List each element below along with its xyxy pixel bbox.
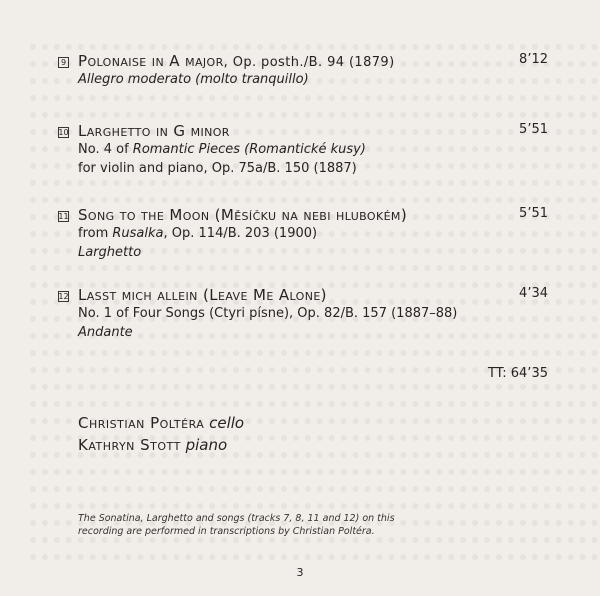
track-detail-text: Allegro moderato (molto tranquillo) [78, 72, 309, 87]
track-number: 9 [58, 57, 69, 68]
performer-instrument: piano [185, 436, 228, 454]
ghost-line [30, 401, 600, 408]
ghost-line [30, 265, 600, 272]
track-title [78, 206, 407, 224]
track-detail-line [58, 243, 548, 262]
track-detail-text: Romantic Pieces (Romantické kusy) [132, 142, 366, 157]
track-heading [58, 206, 548, 224]
track-title [78, 52, 395, 70]
track-duration: 5’51 [519, 206, 548, 221]
track-title-main: Larghetto in G minor [78, 122, 230, 140]
performer-name: Kathryn Stott [78, 436, 181, 454]
track-number: 11 [58, 212, 69, 221]
ghost-line [30, 469, 600, 476]
track-detail-line [58, 70, 548, 89]
track-detail-text: No. 4 of [78, 142, 133, 157]
track-detail-line [58, 323, 548, 342]
total-time: TT: 64’35 [488, 366, 548, 381]
track-duration: 8’12 [519, 52, 548, 67]
track-entry [58, 286, 548, 342]
track-detail-line [58, 224, 548, 243]
track-detail-text: Rusalka [112, 226, 164, 241]
track-detail-line [58, 304, 548, 323]
track-title [78, 122, 230, 140]
track-heading [58, 52, 548, 70]
track-detail-text: Andante [78, 325, 133, 340]
ghost-line [30, 180, 600, 187]
track-duration: 5’51 [519, 122, 548, 137]
ghost-line [30, 95, 600, 102]
track-entry [58, 52, 548, 89]
track-number: 12 [58, 292, 69, 301]
performer-cello [78, 412, 244, 434]
ghost-line [30, 197, 600, 204]
ghost-line [30, 112, 600, 119]
track-duration: 4’34 [519, 286, 548, 301]
track-detail-text: for violin and piano, Op. 75a/B. 150 (1887) [78, 161, 357, 176]
performer-name: Christian Poltéra [78, 414, 205, 432]
track-detail-line [58, 159, 548, 178]
page-number: 3 [296, 566, 304, 579]
track-detail-text: , Op. 114/B. 203 (1900) [163, 226, 318, 241]
track-entry [58, 122, 548, 178]
track-title [78, 286, 327, 304]
ghost-line [30, 537, 600, 544]
track-detail-text: from [78, 226, 113, 241]
ghost-line [30, 486, 600, 493]
ghost-line [30, 350, 600, 357]
ghost-line [30, 384, 600, 391]
track-title-opus: , Op. posth./B. 94 (1879) [223, 55, 395, 70]
track-number: 10 [58, 128, 69, 137]
performer-instrument: cello [209, 414, 245, 432]
performer-piano [78, 434, 244, 456]
ghost-line [30, 554, 600, 561]
track-heading [58, 286, 548, 304]
track-title-main: Lasst mich allein (Leave Me Alone) [78, 286, 327, 304]
track-detail-text: Larghetto [78, 245, 142, 260]
track-entry [58, 206, 548, 262]
track-title-main: Song to the Moon (Měsíčku na nebi hlubokém) [78, 206, 408, 224]
track-heading [58, 122, 548, 140]
footnote: The Sonatina, Larghetto and songs (tracks 7, 8, 11 and 12) on this recording are performed in transcriptions by Christian Poltéra. [78, 513, 395, 537]
ghost-line [30, 503, 600, 510]
ghost-line [30, 44, 600, 51]
track-detail-text: No. 1 of Four Songs (Ctyri písne), Op. 82/B. 157 (1887–88) [78, 306, 458, 321]
track-title-main: Polonaise in A major [78, 52, 224, 70]
performers [78, 412, 244, 456]
track-detail-line [58, 140, 548, 159]
